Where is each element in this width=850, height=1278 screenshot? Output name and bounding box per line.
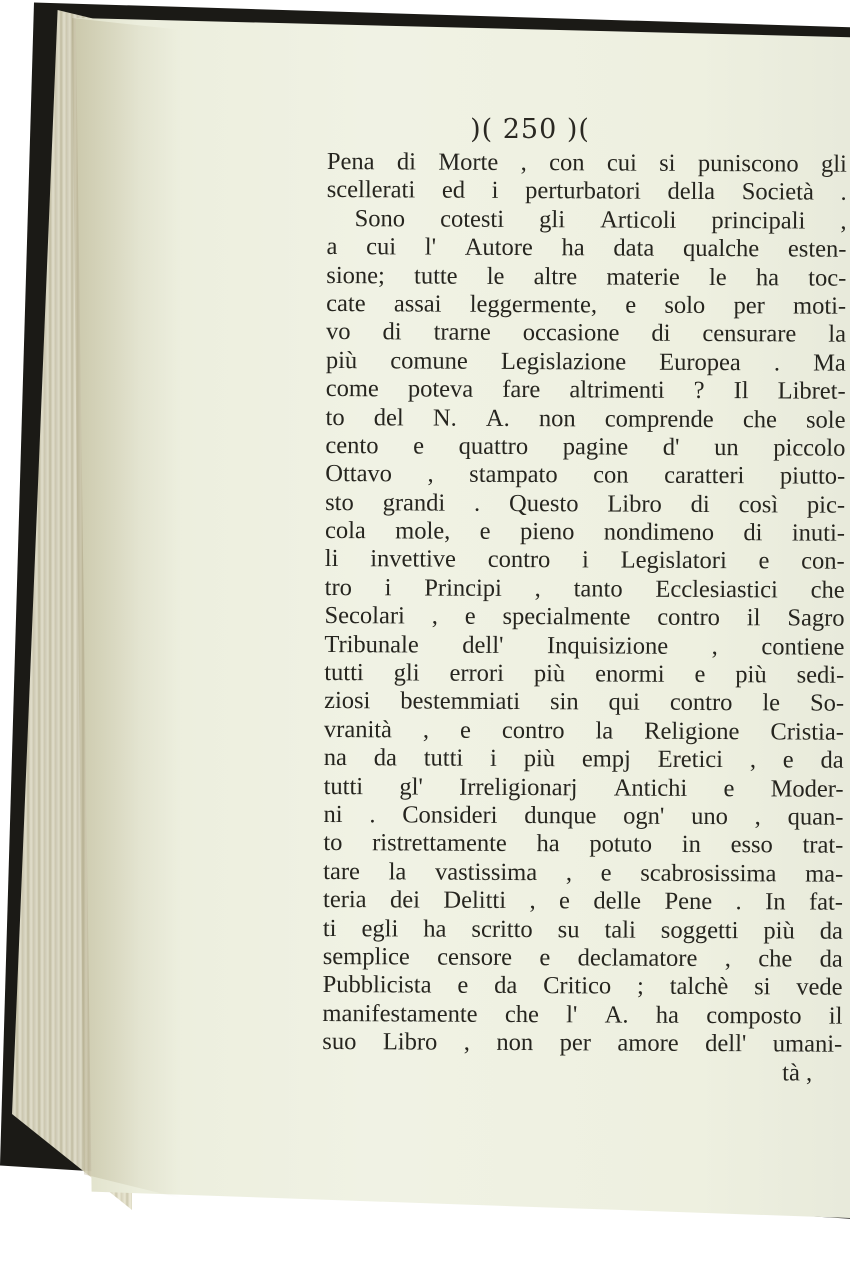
word: che xyxy=(758,945,793,973)
word: e xyxy=(723,774,735,802)
word: il xyxy=(828,1002,843,1030)
word: potuto xyxy=(589,830,653,859)
word: ha xyxy=(536,830,560,858)
word: , xyxy=(427,460,434,488)
text-line xyxy=(323,886,843,917)
text-line xyxy=(325,460,845,491)
word: , xyxy=(565,859,573,887)
word: contro xyxy=(669,689,733,717)
word: e xyxy=(600,859,612,887)
word: uno xyxy=(691,802,728,831)
word: da xyxy=(820,746,844,774)
word: ? xyxy=(693,377,705,405)
word: , xyxy=(431,602,438,630)
word: i xyxy=(582,546,589,574)
word: qui xyxy=(608,688,640,717)
word: più xyxy=(735,661,767,689)
word: So- xyxy=(809,689,845,718)
text-line xyxy=(325,517,845,548)
word: più xyxy=(533,660,566,688)
word: ogn' xyxy=(623,802,665,830)
word: , xyxy=(463,1028,470,1056)
word: e xyxy=(694,660,706,689)
word: non xyxy=(496,1029,534,1057)
word: gl' xyxy=(399,772,423,801)
word: di xyxy=(651,320,671,348)
word: censurare xyxy=(702,320,797,348)
word: il xyxy=(746,604,761,632)
word: , xyxy=(534,574,541,602)
word: tali xyxy=(604,916,636,944)
text-line xyxy=(323,801,843,832)
text-line xyxy=(326,375,846,406)
word: Società xyxy=(741,178,814,206)
word: Delitti xyxy=(443,886,507,915)
word: Autore xyxy=(464,233,533,262)
word: si xyxy=(659,149,676,177)
text-line xyxy=(325,432,845,463)
word: gli xyxy=(539,205,566,234)
text-line xyxy=(324,744,844,775)
word: Sono xyxy=(354,204,406,233)
word: Religione xyxy=(644,717,740,745)
word: d' xyxy=(662,433,680,461)
word: contro xyxy=(657,603,721,632)
word: esso xyxy=(730,831,773,859)
word: , xyxy=(724,945,731,973)
word: na xyxy=(323,744,348,772)
word: Cristia- xyxy=(770,718,845,746)
word: più xyxy=(763,916,795,945)
word: principali xyxy=(711,206,806,235)
word: e xyxy=(457,972,469,1000)
word: invettive xyxy=(370,545,457,574)
word: da xyxy=(819,917,843,945)
word: ma- xyxy=(805,860,844,888)
text-line xyxy=(324,773,844,804)
word: qualche xyxy=(682,235,760,263)
word: con xyxy=(549,149,585,177)
word: A. xyxy=(485,404,510,432)
word: , xyxy=(749,746,757,774)
word: Ottavo xyxy=(325,460,393,488)
text-line xyxy=(326,290,846,321)
word: contro xyxy=(487,546,551,574)
word: i xyxy=(384,574,392,602)
word: . xyxy=(474,489,481,517)
word: solo xyxy=(664,291,706,319)
text-line xyxy=(326,404,846,435)
word: tutti xyxy=(423,744,464,772)
body-text xyxy=(322,148,847,1088)
word: censore xyxy=(437,943,513,971)
word: Secolari xyxy=(324,602,405,630)
word: trarne xyxy=(433,318,491,347)
text-line xyxy=(323,943,843,974)
word: e xyxy=(460,716,472,744)
word: dei xyxy=(389,886,421,914)
word: e xyxy=(539,944,551,972)
text-line xyxy=(325,574,845,605)
word: , xyxy=(529,887,536,915)
word: umani- xyxy=(772,1030,843,1058)
word: ti xyxy=(322,914,337,942)
word: Questo xyxy=(509,489,579,518)
word: cui xyxy=(606,149,637,177)
word: . xyxy=(735,888,742,916)
word: la xyxy=(388,858,407,886)
word: con- xyxy=(801,547,845,576)
word: cui xyxy=(366,233,397,261)
word: le xyxy=(486,262,505,290)
word: trat- xyxy=(802,831,844,860)
text-line xyxy=(323,971,843,1002)
word: la xyxy=(595,717,614,745)
word: ed xyxy=(441,176,466,205)
word: da xyxy=(819,945,843,973)
word: tare xyxy=(323,857,361,885)
text-line xyxy=(326,318,846,349)
word: Pene xyxy=(664,887,713,916)
word: cola xyxy=(324,517,366,545)
word: ; xyxy=(636,972,644,1000)
word: comprende xyxy=(604,404,714,433)
word: Libret- xyxy=(777,377,846,405)
word: le xyxy=(708,263,727,291)
word: delle xyxy=(593,887,642,915)
word: , xyxy=(754,803,761,831)
word: empj xyxy=(581,745,631,773)
word: Irreligionarj xyxy=(459,773,578,801)
word: più xyxy=(325,346,358,374)
word: esten- xyxy=(787,235,847,263)
word: Ecclesiastici xyxy=(655,575,778,604)
word: Libro xyxy=(607,490,662,518)
word: e xyxy=(479,517,491,545)
word: ni xyxy=(323,800,343,829)
word: quattro xyxy=(458,432,529,460)
word: soggetti xyxy=(660,916,739,944)
word: . xyxy=(369,801,376,829)
text-line xyxy=(323,858,843,889)
word: poteva xyxy=(407,375,474,403)
word: composto xyxy=(706,1001,802,1030)
word: cento xyxy=(325,431,379,460)
word: di xyxy=(743,519,763,547)
word: Legislazione xyxy=(500,347,627,376)
word: . xyxy=(840,179,847,207)
word: semplice xyxy=(322,942,410,971)
word: manifestamente xyxy=(322,999,478,1028)
word: tanto xyxy=(573,575,623,603)
word: Legislatori xyxy=(620,547,727,575)
word: talchè xyxy=(669,973,729,1001)
word: N. xyxy=(432,404,457,432)
word: sione; xyxy=(326,261,385,289)
word: più xyxy=(523,745,556,773)
word: e xyxy=(758,547,770,575)
word: con xyxy=(593,461,629,489)
text-line xyxy=(322,1028,842,1059)
word: vranità xyxy=(323,715,393,744)
word: mole, xyxy=(395,517,451,545)
text-line xyxy=(326,262,846,293)
word: comune xyxy=(390,347,468,375)
word: to xyxy=(325,403,345,431)
word: i xyxy=(491,177,499,205)
word: to xyxy=(323,829,343,857)
word: e xyxy=(464,602,476,631)
word: Inquisizione xyxy=(546,631,669,660)
word: materie xyxy=(606,263,680,291)
word: pieno xyxy=(519,518,575,546)
text-line xyxy=(327,205,847,236)
word: Sagro xyxy=(787,604,845,632)
word: l' xyxy=(424,233,437,261)
word: sole xyxy=(805,406,846,434)
word: di xyxy=(382,318,402,346)
word: amore xyxy=(617,1029,679,1057)
word: si xyxy=(754,973,771,1001)
word: In xyxy=(765,888,786,916)
word: gli xyxy=(820,150,847,178)
word: Pena xyxy=(326,148,375,176)
word: , xyxy=(840,207,847,235)
word: sedi- xyxy=(796,661,845,689)
word: a xyxy=(326,233,338,261)
word: vo xyxy=(325,318,351,346)
word: piccolo xyxy=(773,434,846,462)
word: Articoli xyxy=(600,206,677,234)
word: della xyxy=(667,178,716,206)
word: vede xyxy=(796,973,843,1002)
word: pagine xyxy=(562,433,629,461)
word: Pubblicista xyxy=(322,971,432,999)
word: fat- xyxy=(808,888,844,916)
text-line xyxy=(325,545,845,576)
word: , xyxy=(422,716,430,744)
word: contro xyxy=(501,716,565,745)
word: li xyxy=(324,545,339,573)
word: Critico xyxy=(543,972,612,1000)
word: su xyxy=(557,915,580,943)
word: ha xyxy=(423,915,447,943)
word: , xyxy=(520,149,527,177)
word: piutto- xyxy=(779,462,846,491)
word: per xyxy=(559,1029,592,1057)
text-line xyxy=(323,915,843,946)
word: Moder- xyxy=(770,774,844,803)
word: moti- xyxy=(792,292,847,320)
word: non xyxy=(538,404,576,432)
word: così xyxy=(738,490,779,519)
word: ha xyxy=(561,234,585,262)
word: vastissima xyxy=(434,858,538,886)
word: bestemmiati xyxy=(400,687,521,716)
word: grandi xyxy=(382,488,446,517)
word: di xyxy=(396,148,417,176)
word: Morte xyxy=(438,148,499,176)
word: tutte xyxy=(413,262,458,290)
word: Il xyxy=(733,377,749,405)
text-line xyxy=(324,602,844,633)
word: altrimenti xyxy=(569,376,665,404)
word: che xyxy=(504,1000,539,1028)
word: che xyxy=(810,576,845,604)
word: e xyxy=(782,746,794,774)
word: da xyxy=(494,972,518,1000)
word: per xyxy=(733,292,765,320)
word: suo xyxy=(322,1028,357,1056)
word: Europea xyxy=(659,348,741,376)
word: dunque xyxy=(524,802,597,830)
word: stampato xyxy=(469,461,558,489)
word: Tribunale xyxy=(324,630,419,659)
text-line xyxy=(323,829,843,860)
word: cotesti xyxy=(440,205,505,233)
word: da xyxy=(373,744,397,772)
word: gli xyxy=(393,659,420,687)
catchword-text: tà , xyxy=(782,1058,813,1087)
word: scabrosissima xyxy=(640,859,777,888)
text-line xyxy=(326,347,846,378)
word: specialmente xyxy=(502,603,631,631)
word: come xyxy=(325,375,379,403)
text-line xyxy=(327,176,847,207)
word: quan- xyxy=(787,803,844,831)
word: scritto xyxy=(471,915,533,943)
word: ha xyxy=(655,1001,680,1029)
word: e xyxy=(413,432,425,460)
word: data xyxy=(613,234,655,262)
word: errori xyxy=(449,659,505,687)
text-line xyxy=(327,148,847,179)
word: caratteri xyxy=(664,462,745,490)
text-line xyxy=(326,233,846,264)
word: scellerati xyxy=(326,176,416,204)
word: ristrettamente xyxy=(372,829,507,858)
word: Libro xyxy=(382,1028,438,1056)
catchword xyxy=(322,1056,842,1087)
word: sto xyxy=(325,488,354,516)
word: la xyxy=(828,320,847,349)
text-line xyxy=(324,716,844,747)
text-line xyxy=(324,631,844,662)
word: . xyxy=(773,349,781,377)
text-line xyxy=(322,1000,842,1031)
word: altre xyxy=(533,262,578,290)
word: sin xyxy=(549,688,579,716)
word: teria xyxy=(322,886,367,914)
text-line xyxy=(324,687,844,718)
word: nondimeno xyxy=(603,518,715,547)
word: Antichi xyxy=(613,774,688,802)
word: Ma xyxy=(813,349,846,377)
text-line xyxy=(325,489,845,520)
word: del xyxy=(373,403,404,431)
word: Eretici xyxy=(657,745,724,774)
page-number: )( 250 )( xyxy=(470,114,590,145)
word: di xyxy=(690,490,710,518)
word: Consideri xyxy=(402,801,498,829)
word: Principi xyxy=(424,574,502,602)
word: cate xyxy=(326,289,366,318)
word: declamatore xyxy=(577,944,698,972)
word: egli xyxy=(361,914,399,942)
word: leggermente, xyxy=(469,290,598,319)
word: assai xyxy=(393,290,442,318)
word: enormi xyxy=(595,660,665,688)
word: l' xyxy=(566,1000,578,1029)
word: puniscono xyxy=(697,149,799,178)
text-line xyxy=(324,659,844,690)
word: e xyxy=(625,291,637,319)
word: i xyxy=(490,745,497,773)
word: occasione xyxy=(522,319,620,347)
word: fare xyxy=(502,376,541,404)
word: ziosi xyxy=(324,687,371,715)
word: dell' xyxy=(705,1030,747,1058)
word: tutti xyxy=(323,772,364,800)
word: toc- xyxy=(808,264,847,292)
word: che xyxy=(742,405,777,433)
word: perturbatori xyxy=(525,177,641,206)
word: ha xyxy=(755,263,780,291)
word: , xyxy=(711,632,718,660)
word: in xyxy=(681,831,701,859)
word: tutti xyxy=(324,659,364,687)
word: e xyxy=(559,887,571,915)
word: A. xyxy=(604,1001,629,1029)
word: tro xyxy=(324,573,352,601)
word: inuti- xyxy=(791,519,846,547)
word: dell' xyxy=(462,631,504,659)
word: contiene xyxy=(761,632,845,661)
word: pic- xyxy=(806,491,846,519)
word: un xyxy=(714,433,739,462)
word: le xyxy=(762,689,781,717)
